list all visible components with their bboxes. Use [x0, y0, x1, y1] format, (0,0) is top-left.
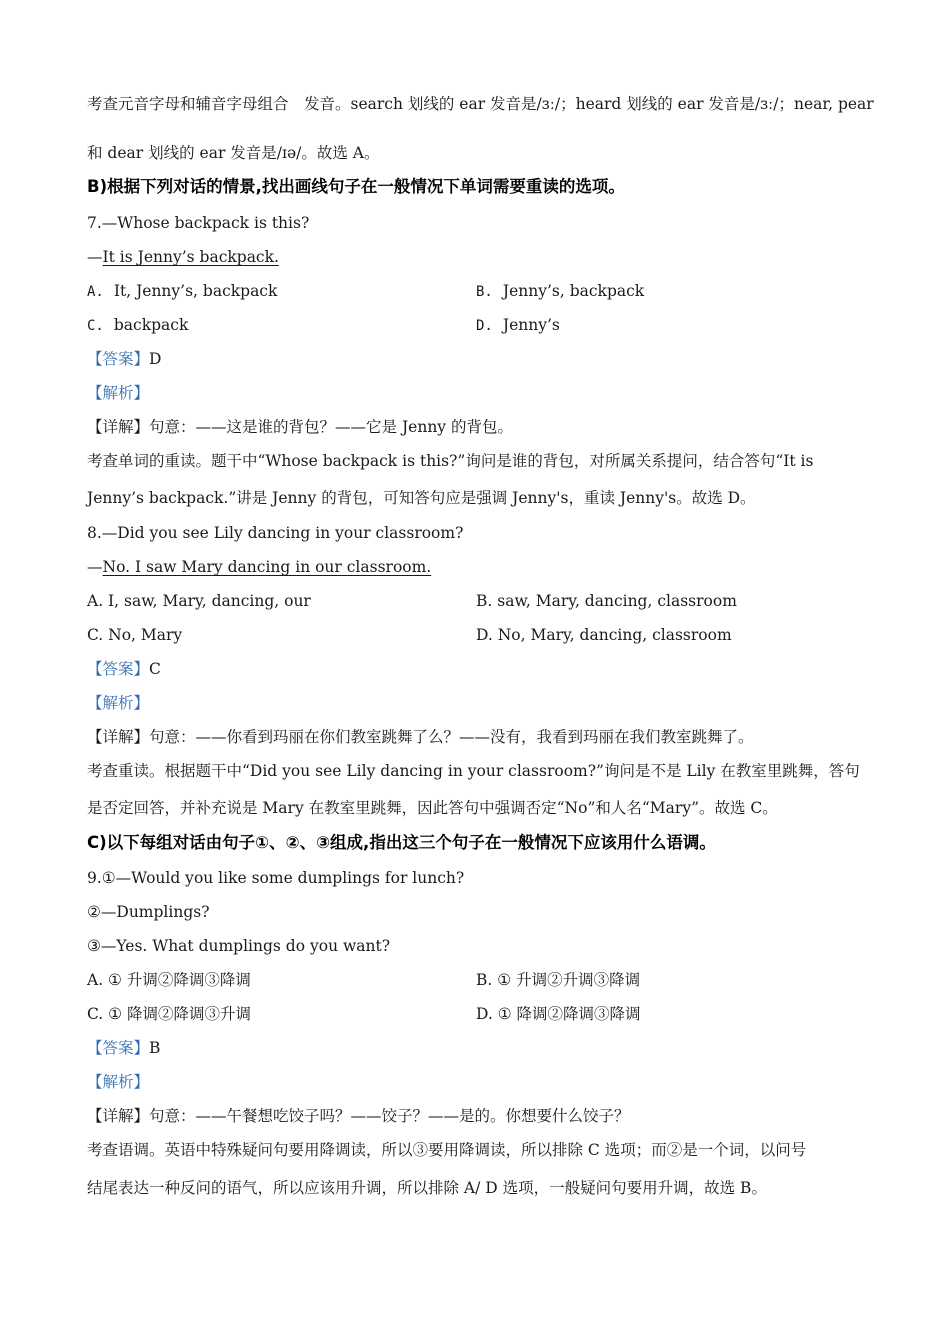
text-line: 考查元音字母和辅音字母组合 发音。search 划线的 ear 发音是/ɜː/；heard 划线的 ear 发音是/ɜː/；near, pear	[87, 95, 874, 113]
q9-option-a: A. ① 升调②降调③降调	[87, 971, 251, 989]
q9-option-c: C. ① 降调②降调③升调	[87, 1005, 251, 1023]
dash: —	[87, 558, 103, 576]
q7-option-a: A. It, Jenny’s, backpack	[87, 282, 278, 300]
q8-analysis-label: 【解析】	[87, 694, 150, 712]
q8-option-a: A. I, saw, Mary, dancing, our	[87, 592, 311, 610]
q8-stem: 8.—Did you see Lily dancing in your classroom?	[87, 524, 464, 542]
q8-answer: 【答案】C	[87, 660, 161, 678]
q7-stem: 7.—Whose backpack is this?	[87, 214, 310, 232]
q7-option-b: B. Jenny’s, backpack	[476, 282, 645, 300]
q8-option-c: C. No, Mary	[87, 626, 183, 644]
q7-option-d: D. Jenny’s	[476, 316, 560, 334]
q7-detail: 【详解】句意：——这是谁的背包？——它是 Jenny 的背包。	[87, 418, 513, 436]
q7-explanation: Jenny’s backpack.”讲是 Jenny 的背包，可知答句应是强调 Jenny's，重读 Jenny's。故选 D。	[87, 489, 756, 507]
q9-option-d: D. ① 降调②降调③降调	[476, 1005, 641, 1023]
q7-analysis-label: 【解析】	[87, 384, 150, 402]
text-line: 和 dear 划线的 ear 发音是/ɪə/。故选 A。	[87, 144, 380, 162]
q8-explanation: 是否定回答，并补充说是 Mary 在教室里跳舞，因此答句中强调否定“No”和人名“Mary”。故选 C。	[87, 799, 778, 817]
q7-answer-sentence	[87, 247, 279, 267]
q9-explanation: 考查语调。英语中特殊疑问句要用降调读，所以③要用降调读，所以排除 C 选项；而②是一个词，以问号	[87, 1141, 807, 1159]
q9-line-3: ③—Yes. What dumplings do you want?	[87, 937, 391, 955]
underlined-sentence: No. I saw Mary dancing in our classroom.	[102, 558, 432, 576]
q9-answer: 【答案】B	[87, 1039, 161, 1057]
q7-answer: 【答案】D	[87, 350, 162, 368]
q9-analysis-label: 【解析】	[87, 1073, 150, 1091]
section-c-heading: C)以下每组对话由句子①、②、③组成,指出这三个句子在一般情况下应该用什么语调。	[87, 833, 716, 852]
q8-answer-sentence	[87, 557, 431, 577]
section-b-heading: B)根据下列对话的情景,找出画线句子在一般情况下单词需要重读的选项。	[87, 177, 625, 196]
q9-option-b: B. ① 升调②升调③降调	[476, 971, 641, 989]
dash: —	[87, 248, 103, 266]
q9-detail: 【详解】句意：——午餐想吃饺子吗？——饺子？——是的。你想要什么饺子？	[87, 1107, 630, 1125]
q7-explanation: 考查单词的重读。题干中“Whose backpack is this?”询问是谁的背包，对所属关系提问，结合答句“It is	[87, 452, 814, 470]
q9-line-1: 9.①—Would you like some dumplings for lunch?	[87, 869, 465, 887]
q8-explanation: 考查重读。根据题干中“Did you see Lily dancing in your classroom?”询问是不是 Lily 在教室里跳舞，答句	[87, 762, 860, 780]
q9-explanation: 结尾表达一种反问的语气，所以应该用升调，所以排除 A/ D 选项，一般疑问句要用升调，故选 B。	[87, 1179, 767, 1197]
q7-option-c: C. backpack	[87, 316, 189, 334]
q8-detail: 【详解】句意：——你看到玛丽在你们教室跳舞了么？——没有，我看到玛丽在我们教室跳舞了。	[87, 728, 754, 746]
q8-option-b: B. saw, Mary, dancing, classroom	[476, 592, 737, 610]
q9-line-2: ②—Dumplings?	[87, 903, 210, 921]
underlined-sentence: It is Jenny’s backpack.	[102, 248, 279, 266]
q8-option-d: D. No, Mary, dancing, classroom	[476, 626, 732, 644]
